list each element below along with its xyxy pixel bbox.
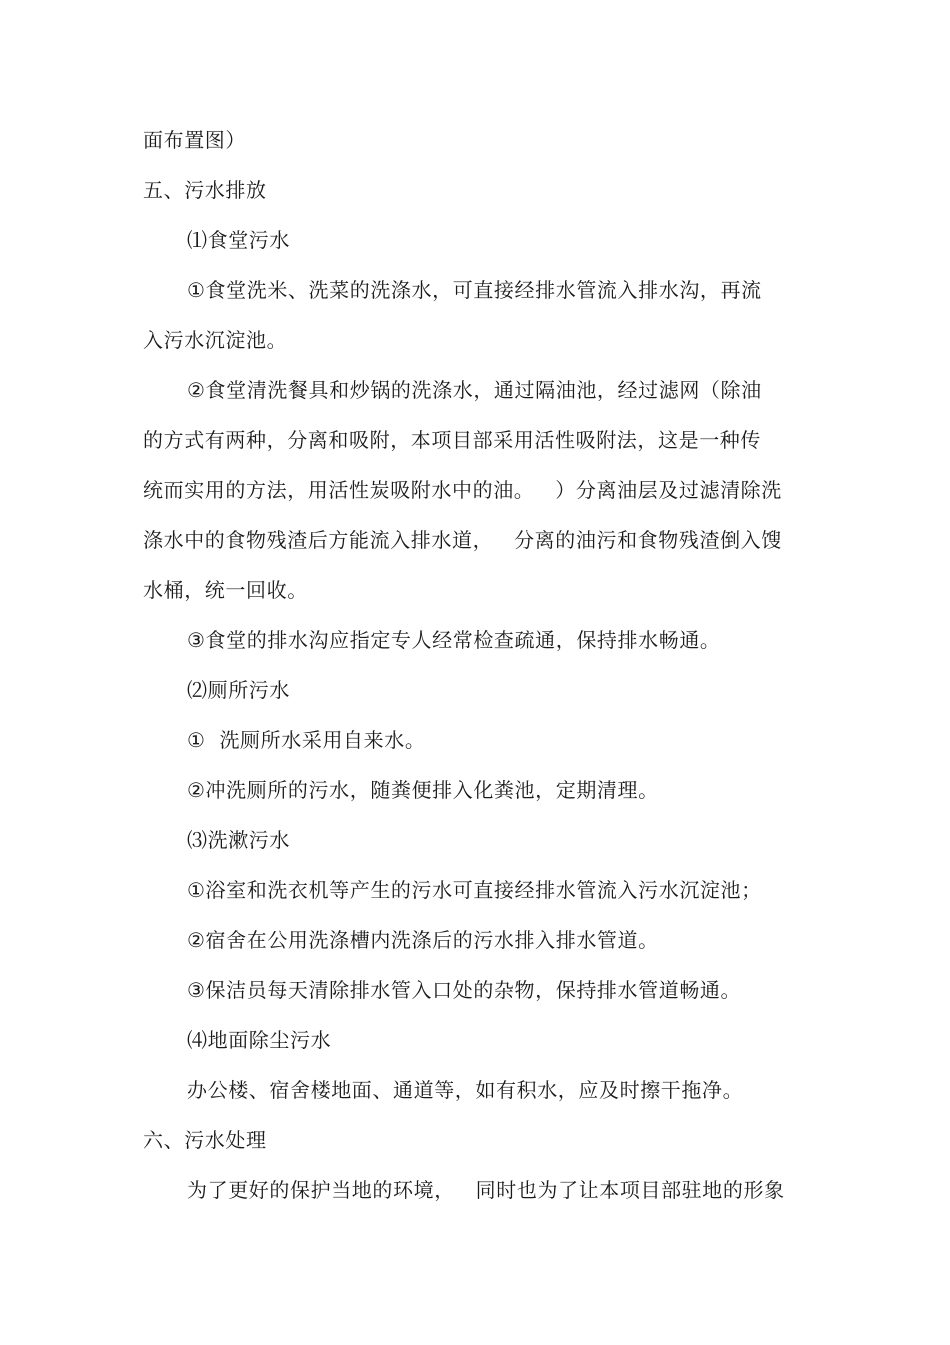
subheading-toilet-wastewater: ⑵厕所污水 <box>187 678 290 702</box>
subheading-floor-wastewater: ⑷地面除尘污水 <box>187 1028 332 1052</box>
text-line-1: 面布置图） <box>143 128 246 152</box>
subheading-washing-wastewater: ⑶洗漱污水 <box>187 828 290 852</box>
text-line-4: ①食堂洗米、洗菜的洗涤水，可直接经排水管流入排水沟，再流 <box>187 278 762 302</box>
text-line-20: 办公楼、宿舍楼地面、通道等，如有积水，应及时擦干拖净。 <box>187 1078 744 1102</box>
text-line-5: 入污水沉淀池。 <box>143 328 288 352</box>
text-line-6: ②食堂清洗餐具和炒锅的洗涤水，通过隔油池，经过滤网（除油 <box>187 378 762 402</box>
section-heading-6: 六、污水处理 <box>143 1128 267 1152</box>
text-line-7: 的方式有两种，分离和吸附，本项目部采用活性吸附法，这是一种传 <box>143 428 761 452</box>
subheading-canteen-wastewater: ⑴食堂污水 <box>187 228 290 252</box>
section-heading-5: 五、污水排放 <box>143 178 267 202</box>
text-line-16: ①浴室和洗衣机等产生的污水可直接经排水管流入污水沉淀池； <box>187 878 762 902</box>
text-line-8: 统而实用的方法，用活性炭吸附水中的油。 ）分离油层及过滤清除洗 <box>143 478 782 502</box>
text-line-18: ③保洁员每天清除排水管入口处的杂物，保持排水管道畅通。 <box>187 978 742 1002</box>
text-line-10: 水桶，统一回收。 <box>143 578 308 602</box>
text-line-17: ②宿舍在公用洗涤槽内洗涤后的污水排入排水管道。 <box>187 928 659 952</box>
text-line-14: ②冲洗厕所的污水，随粪便排入化粪池，定期清理。 <box>187 778 659 802</box>
text-line-9: 涤水中的食物残渣后方能流入排水道， 分离的油污和食物残渣倒入馊 <box>143 528 782 552</box>
text-line-13: ① 洗厕所水采用自来水。 <box>187 728 426 752</box>
text-line-11: ③食堂的排水沟应指定专人经常检查疏通，保持排水畅通。 <box>187 628 721 652</box>
text-line-22: 为了更好的保护当地的环境， 同时也为了让本项目部驻地的形象 <box>187 1178 785 1202</box>
